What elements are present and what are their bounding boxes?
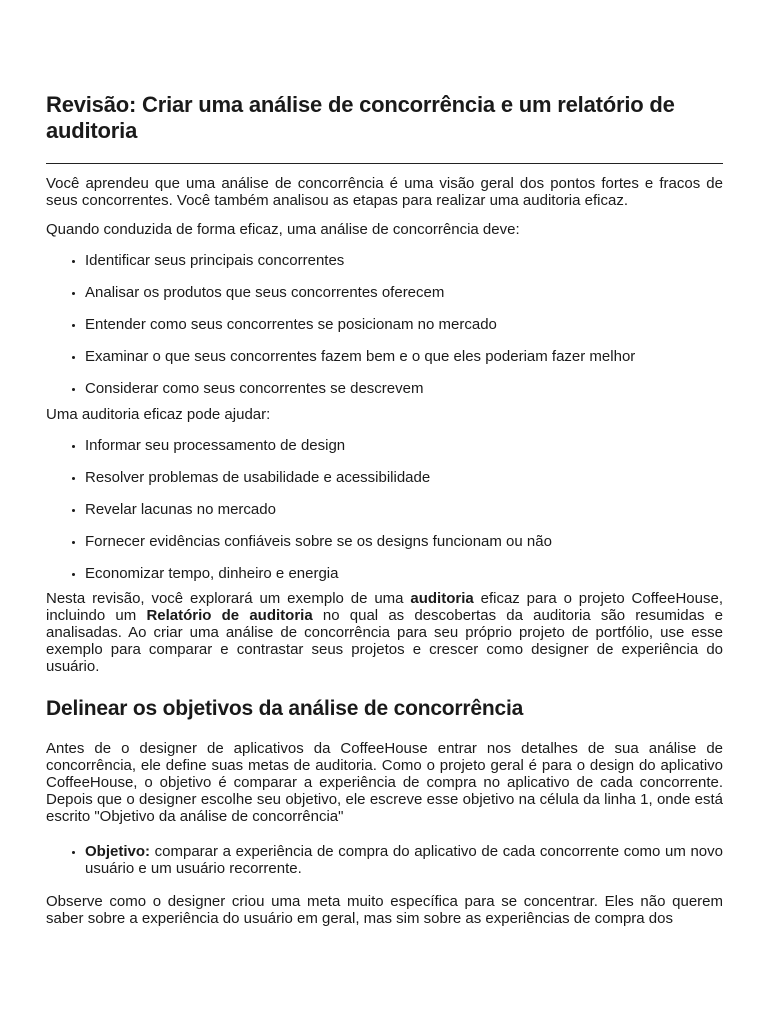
objective-text: comparar a experiência de compra do aplicativo de cada concorrente como um novo usuário e um usuário recorrente. [85, 843, 723, 877]
objective-list [46, 843, 723, 877]
section-heading: Delinear os objetivos da análise de concorrência [46, 697, 524, 720]
competitive-analysis-list [46, 252, 723, 397]
objective-item [85, 843, 723, 877]
list-item: • Considerar como seus concorrentes se descrevem [85, 380, 723, 397]
list-item: • Entender como seus concorrentes se posicionam no mercado [85, 316, 723, 333]
section-paragraph: Antes de o designer de aplicativos da CoffeeHouse entrar nos detalhes de sua análise de concorrência, ele define suas metas de auditoria. Como o projeto geral é para o design do aplicativo CoffeeHouse, o objetivo é comparar a experiência de compra no aplicativo de cada concorrente. Depois que o designer escolhe seu objetivo, ele escreve esse objetivo na célula da linha 1, onde está escrito "Objetivo da análise de concorrência" [46, 740, 723, 825]
list-item: • Analisar os produtos que seus concorrentes oferecem [85, 284, 723, 301]
list-item: • Fornecer evidências confiáveis sobre se os designs funcionam ou não [85, 533, 723, 550]
review-text-3: no qual as descobertas da auditoria são resumidas e analisadas. Ao criar uma análise de concorrência para seu próprio projeto de portfólio, use esse exemplo para comparar e contrastar seus projetos e crescer como designer de experiência do usuário. [46, 607, 723, 675]
audit-lead: Uma auditoria eficaz pode ajudar: [46, 406, 271, 423]
list-item: • Identificar seus principais concorrentes [85, 252, 723, 269]
page-title: Revisão: Criar uma análise de concorrência e um relatório de auditoria [46, 92, 675, 143]
title-divider [46, 163, 723, 164]
list-item: • Economizar tempo, dinheiro e energia [85, 565, 723, 582]
list-item: • Informar seu processamento de design [85, 437, 723, 454]
review-bold-relatorio: Relatório de auditoria [146, 607, 313, 624]
list-item: • Resolver problemas de usabilidade e acessibilidade [85, 469, 723, 486]
review-paragraph [46, 590, 723, 675]
list-item: • Examinar o que seus concorrentes fazem bem e o que eles poderiam fazer melhor [85, 348, 723, 365]
closing-paragraph: Observe como o designer criou uma meta muito específica para se concentrar. Eles não querem saber sobre a experiência do usuário em geral, mas sim sobre as experiências de compra dos [46, 893, 723, 927]
objective-label: Objetivo: [85, 843, 151, 860]
audit-benefits-list [46, 437, 723, 582]
list-item: • Revelar lacunas no mercado [85, 501, 723, 518]
review-bold-auditoria: auditoria [410, 590, 474, 607]
review-text-2: eficaz para o projeto CoffeeHouse, incluindo um [46, 590, 723, 624]
review-text-1: Nesta revisão, você explorará um exemplo de uma [46, 590, 411, 607]
competitive-analysis-lead: Quando conduzida de forma eficaz, uma análise de concorrência deve: [46, 221, 520, 238]
intro-paragraph: Você aprendeu que uma análise de concorrência é uma visão geral dos pontos fortes e fracos de seus concorrentes. Você também analisou as etapas para realizar uma auditoria eficaz. [46, 175, 723, 209]
